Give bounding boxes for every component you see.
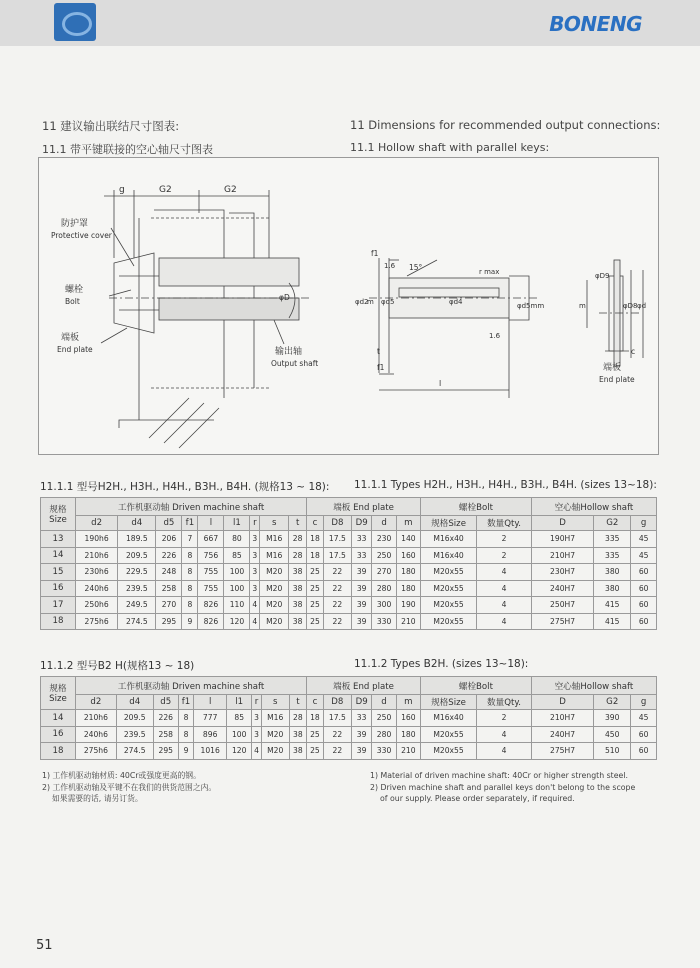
table-cell: 60 bbox=[631, 613, 657, 630]
table-cell: 230 bbox=[372, 531, 396, 548]
table-cell: 100 bbox=[224, 580, 250, 597]
technical-drawing bbox=[38, 157, 659, 455]
plate2-label-cn: 端板 bbox=[603, 363, 622, 373]
table-cell: 8 bbox=[182, 597, 198, 614]
table-cell: 4 bbox=[477, 726, 532, 743]
table-row bbox=[41, 597, 657, 614]
table-cell: 3 bbox=[252, 710, 261, 727]
table-cell: M20x55 bbox=[420, 726, 476, 743]
table-cell: 100 bbox=[227, 726, 252, 743]
table-cell: 60 bbox=[631, 743, 657, 760]
hollow-shaft-header: 空心轴Hollow shaft bbox=[531, 677, 656, 695]
dim-t: t bbox=[377, 347, 380, 356]
table-cell: 295 bbox=[156, 613, 182, 630]
table-cell: 826 bbox=[198, 613, 224, 630]
dim-d9: φD9 bbox=[595, 272, 610, 280]
table-cell: 510 bbox=[594, 743, 631, 760]
column-header: d bbox=[372, 695, 396, 710]
driven-shaft-header: 工作机驱动轴 Driven machine shaft bbox=[76, 677, 307, 695]
table-cell: 60 bbox=[631, 597, 657, 614]
table-cell: 4 bbox=[477, 580, 532, 597]
table-cell: 39 bbox=[351, 597, 372, 614]
table-cell: 7 bbox=[182, 531, 198, 548]
subsection-title-cn: 11.1 带平键联接的空心轴尺寸图表 bbox=[42, 143, 213, 156]
table-cell: 25 bbox=[307, 613, 324, 630]
table-cell: 25 bbox=[307, 564, 324, 581]
column-header: t bbox=[289, 516, 307, 531]
table-cell: M20 bbox=[260, 564, 289, 581]
table-cell: 17.5 bbox=[323, 531, 351, 548]
dimension-table-1 bbox=[40, 497, 657, 630]
table-cell: 180 bbox=[396, 564, 420, 581]
table-cell: 60 bbox=[631, 564, 657, 581]
gearbox-product-icon bbox=[54, 3, 96, 41]
output-label-cn: 输出轴 bbox=[275, 347, 303, 357]
table-cell: 28 bbox=[289, 531, 307, 548]
column-header: d2 bbox=[76, 516, 118, 531]
table-cell: 274.5 bbox=[118, 613, 156, 630]
column-header: D8 bbox=[323, 516, 351, 531]
table-cell: 280 bbox=[372, 580, 396, 597]
table-cell: 140 bbox=[396, 531, 420, 548]
table-row bbox=[41, 710, 657, 727]
column-header: D9 bbox=[351, 516, 372, 531]
table-cell: 4 bbox=[477, 743, 532, 760]
table-cell: 275h6 bbox=[76, 613, 118, 630]
table-cell: 258 bbox=[156, 580, 182, 597]
table-cell: 190h6 bbox=[76, 531, 118, 548]
table-cell: 22 bbox=[323, 597, 351, 614]
dim-d5: φd5 bbox=[381, 298, 395, 306]
column-header: s bbox=[260, 516, 289, 531]
dim-c: c bbox=[631, 347, 636, 356]
table-cell: 9 bbox=[178, 743, 193, 760]
table-cell: 33 bbox=[351, 547, 372, 564]
dim-phi-d: φD bbox=[279, 293, 290, 302]
hollow-shaft-header: 空心轴Hollow shaft bbox=[531, 498, 656, 516]
table-cell: 210 bbox=[396, 743, 420, 760]
column-header: s bbox=[261, 695, 289, 710]
table-cell: 270 bbox=[372, 564, 396, 581]
size-cell: 14 bbox=[41, 547, 76, 564]
driven-shaft-header: 工作机驱动轴 Driven machine shaft bbox=[76, 498, 307, 516]
table-cell: 239.5 bbox=[116, 726, 153, 743]
table-cell: M16 bbox=[261, 710, 289, 727]
table-cell: 240H7 bbox=[531, 580, 593, 597]
dim-g2-left: G2 bbox=[159, 185, 172, 195]
column-header: d bbox=[372, 516, 396, 531]
table-cell: M20 bbox=[261, 726, 289, 743]
dim-g: g bbox=[119, 185, 125, 195]
plate-label-en: End plate bbox=[57, 345, 93, 354]
table-cell: 667 bbox=[198, 531, 224, 548]
table-cell: 8 bbox=[182, 547, 198, 564]
table-cell: 390 bbox=[594, 710, 631, 727]
table2-caption-cn: 11.1.2 型号B2 H(规格13 ~ 18) bbox=[40, 660, 195, 672]
column-header: c bbox=[307, 516, 324, 531]
size-header: 规格 Size bbox=[41, 677, 76, 710]
hollow-shaft-drawing bbox=[39, 158, 658, 454]
column-header: r bbox=[252, 695, 261, 710]
table-cell: 4 bbox=[250, 613, 260, 630]
column-header: G2 bbox=[594, 695, 631, 710]
column-header: t bbox=[289, 695, 306, 710]
table-cell: 2 bbox=[477, 547, 532, 564]
end-plate-header: 端板 End plate bbox=[307, 677, 421, 695]
table-cell: 33 bbox=[351, 531, 372, 548]
section-title-cn: 11 建议输出联结尺寸图表: bbox=[42, 119, 180, 133]
table-cell: 380 bbox=[594, 580, 631, 597]
table-cell: M20 bbox=[260, 597, 289, 614]
table-cell: 210 bbox=[396, 613, 420, 630]
table-cell: 17.5 bbox=[323, 710, 351, 727]
table-cell: 45 bbox=[631, 710, 657, 727]
note-cn-3: 如果需要的话, 请另订货。 bbox=[52, 794, 143, 803]
table-cell: 22 bbox=[323, 613, 351, 630]
dim-g2-right: G2 bbox=[224, 185, 237, 195]
table-cell: 2 bbox=[477, 710, 532, 727]
dim-m-left: m bbox=[367, 298, 374, 306]
size-header: 规格 Size bbox=[41, 498, 76, 531]
table-cell: 39 bbox=[351, 743, 372, 760]
table-row bbox=[41, 580, 657, 597]
table-cell: 240h6 bbox=[76, 580, 118, 597]
table-cell: 826 bbox=[198, 597, 224, 614]
table-cell: 2 bbox=[477, 531, 532, 548]
note-en-3: of our supply. Please order separately, if required. bbox=[380, 794, 575, 803]
table-cell: 1016 bbox=[194, 743, 227, 760]
column-header: l1 bbox=[224, 516, 250, 531]
table-cell: 3 bbox=[250, 547, 260, 564]
table-cell: M20x55 bbox=[420, 743, 476, 760]
size-cell: 15 bbox=[41, 564, 76, 581]
note-en-2: 2) Driven machine shaft and parallel keys don't belong to the scope bbox=[370, 782, 636, 792]
column-header: D8 bbox=[323, 695, 351, 710]
column-header: d5 bbox=[156, 516, 182, 531]
table-cell: 230h6 bbox=[76, 564, 118, 581]
dimension-table-2 bbox=[40, 676, 657, 760]
page-number: 51 bbox=[36, 938, 53, 953]
table-row bbox=[41, 547, 657, 564]
cover-label-cn: 防护罩 bbox=[61, 219, 89, 229]
table-cell: 275h6 bbox=[76, 743, 117, 760]
size-cell: 16 bbox=[41, 726, 76, 743]
table-cell: 230H7 bbox=[531, 564, 593, 581]
column-header: d5 bbox=[153, 695, 178, 710]
dim-d5mm: φd5mm bbox=[517, 302, 545, 310]
table-cell: 17.5 bbox=[323, 547, 351, 564]
table-row bbox=[41, 726, 657, 743]
table-cell: 160 bbox=[396, 547, 420, 564]
table-cell: 180 bbox=[396, 580, 420, 597]
table-cell: 756 bbox=[198, 547, 224, 564]
table-cell: 274.5 bbox=[116, 743, 153, 760]
table-cell: 110 bbox=[224, 597, 250, 614]
note-en-1: 1) Material of driven machine shaft: 40Cr or higher strength steel. bbox=[370, 771, 628, 780]
table-cell: 210h6 bbox=[76, 710, 117, 727]
column-header: D bbox=[531, 516, 593, 531]
table-cell: 22 bbox=[323, 580, 351, 597]
table-cell: 415 bbox=[594, 597, 631, 614]
table-cell: 206 bbox=[156, 531, 182, 548]
column-header: d4 bbox=[116, 695, 153, 710]
table-cell: 258 bbox=[153, 726, 178, 743]
size-cell: 16 bbox=[41, 580, 76, 597]
table-cell: 8 bbox=[182, 580, 198, 597]
table-cell: 209.5 bbox=[118, 547, 156, 564]
table-row bbox=[41, 613, 657, 630]
table-cell: 18 bbox=[307, 710, 324, 727]
table-cell: M20x55 bbox=[421, 613, 477, 630]
column-header: l bbox=[198, 516, 224, 531]
column-header: D bbox=[531, 695, 593, 710]
table-cell: 38 bbox=[289, 613, 307, 630]
size-cell: 18 bbox=[41, 613, 76, 630]
table-cell: M20 bbox=[260, 613, 289, 630]
bolt-header: 螺栓Bolt bbox=[421, 498, 532, 516]
note-cn-1: 1) 工作机驱动轴材质: 40Cr或强度更高的钢。 bbox=[42, 771, 201, 780]
column-header: 数量Qty. bbox=[477, 695, 532, 710]
table-cell: 380 bbox=[594, 564, 631, 581]
table-cell: M16x40 bbox=[421, 531, 477, 548]
table-cell: 38 bbox=[289, 597, 307, 614]
table-cell: 335 bbox=[594, 531, 631, 548]
column-header: r bbox=[250, 516, 260, 531]
table-cell: 248 bbox=[156, 564, 182, 581]
table-cell: M16x40 bbox=[420, 710, 476, 727]
table-cell: 210H7 bbox=[531, 710, 593, 727]
table-cell: 25 bbox=[307, 743, 324, 760]
table-cell: 295 bbox=[153, 743, 178, 760]
plate-label-cn: 端板 bbox=[61, 333, 80, 343]
table-cell: 45 bbox=[631, 547, 657, 564]
table-cell: 777 bbox=[194, 710, 227, 727]
column-header: f1 bbox=[178, 695, 193, 710]
table2-caption-en: 11.1.2 Types B2H. (sizes 13~18): bbox=[354, 658, 529, 670]
table-cell: M20x55 bbox=[421, 597, 477, 614]
table-cell: 249.5 bbox=[118, 597, 156, 614]
table-cell: 210h6 bbox=[76, 547, 118, 564]
dim-d: φd bbox=[637, 302, 647, 310]
table-cell: 33 bbox=[351, 710, 372, 727]
note-cn-2: 2) 工作机驱动轴及平键不在我们的供货范围之内。 bbox=[42, 782, 217, 792]
table-cell: 330 bbox=[372, 743, 396, 760]
table-cell: 275H7 bbox=[531, 743, 593, 760]
table-cell: 226 bbox=[156, 547, 182, 564]
notes-cn bbox=[42, 770, 216, 805]
table-cell: 240H7 bbox=[531, 726, 593, 743]
size-cell: 13 bbox=[41, 531, 76, 548]
column-header: m bbox=[396, 695, 420, 710]
column-header: l bbox=[194, 695, 227, 710]
notes-en bbox=[370, 770, 635, 805]
dim-angle: 15° bbox=[409, 263, 423, 272]
dim-rmax: r max bbox=[479, 268, 500, 276]
table-cell: 25 bbox=[307, 726, 324, 743]
column-header: 数量Qty. bbox=[477, 516, 532, 531]
table-cell: 330 bbox=[372, 613, 396, 630]
column-header: 规格Size bbox=[420, 695, 476, 710]
table-cell: 22 bbox=[323, 726, 351, 743]
bolt-label-cn: 螺栓 bbox=[65, 285, 84, 295]
table-cell: 250 bbox=[372, 547, 396, 564]
table-cell: 25 bbox=[307, 597, 324, 614]
table-row bbox=[41, 564, 657, 581]
size-cell: 18 bbox=[41, 743, 76, 760]
table-cell: 39 bbox=[351, 580, 372, 597]
column-header: d2 bbox=[76, 695, 117, 710]
table-cell: M16 bbox=[260, 547, 289, 564]
column-header: c bbox=[307, 695, 324, 710]
table-cell: 38 bbox=[289, 726, 306, 743]
table-cell: 190 bbox=[396, 597, 420, 614]
table-cell: 229.5 bbox=[118, 564, 156, 581]
table-cell: 415 bbox=[594, 613, 631, 630]
column-header: m bbox=[396, 516, 420, 531]
table-cell: 190H7 bbox=[531, 531, 593, 548]
table-cell: 45 bbox=[631, 531, 657, 548]
table-cell: 210H7 bbox=[531, 547, 593, 564]
cover-label-en: Protective cover bbox=[51, 231, 112, 240]
dim-m-right: m bbox=[579, 302, 586, 310]
table-cell: 120 bbox=[224, 613, 250, 630]
table-cell: 120 bbox=[227, 743, 252, 760]
table-cell: M20 bbox=[260, 580, 289, 597]
dim-d4: φd4 bbox=[449, 298, 463, 306]
table-cell: 4 bbox=[477, 613, 532, 630]
table-cell: 4 bbox=[252, 743, 261, 760]
table-cell: 8 bbox=[178, 726, 193, 743]
table-cell: 335 bbox=[594, 547, 631, 564]
table-cell: 85 bbox=[227, 710, 252, 727]
table-cell: 896 bbox=[194, 726, 227, 743]
column-header-row bbox=[41, 516, 657, 531]
table-cell: 22 bbox=[323, 743, 351, 760]
table1-caption-cn: 11.1.1 型号H2H., H3H., H4H., B3H., B4H. (规格13 ~ 18): bbox=[40, 481, 330, 493]
table-cell: 275H7 bbox=[531, 613, 593, 630]
table-cell: 85 bbox=[224, 547, 250, 564]
table-cell: 28 bbox=[289, 710, 306, 727]
table-cell: 28 bbox=[289, 547, 307, 564]
table-cell: 9 bbox=[182, 613, 198, 630]
table-cell: 8 bbox=[182, 564, 198, 581]
size-cell: 14 bbox=[41, 710, 76, 727]
column-header: f1 bbox=[182, 516, 198, 531]
dim-f1-bottom: f1 bbox=[377, 363, 385, 372]
column-header: g bbox=[631, 695, 657, 710]
table-cell: 38 bbox=[289, 743, 306, 760]
table-cell: 755 bbox=[198, 580, 224, 597]
table-cell: 25 bbox=[307, 580, 324, 597]
table-cell: 100 bbox=[224, 564, 250, 581]
table-cell: 80 bbox=[224, 531, 250, 548]
table-cell: 4 bbox=[250, 597, 260, 614]
dim-d2: φd2 bbox=[355, 298, 369, 306]
column-header: G2 bbox=[594, 516, 631, 531]
table-cell: 239.5 bbox=[118, 580, 156, 597]
table-cell: 3 bbox=[250, 564, 260, 581]
table-cell: 209.5 bbox=[116, 710, 153, 727]
table-cell: 18 bbox=[307, 547, 324, 564]
dim-roughness-top: 1.6 bbox=[384, 262, 396, 270]
table-cell: 226 bbox=[153, 710, 178, 727]
table-cell: 250h6 bbox=[76, 597, 118, 614]
table-cell: 38 bbox=[289, 564, 307, 581]
table-cell: M16x40 bbox=[421, 547, 477, 564]
table-cell: 4 bbox=[477, 564, 532, 581]
end-plate-header: 端板 End plate bbox=[307, 498, 421, 516]
table-cell: 160 bbox=[396, 710, 420, 727]
dim-f1-top: f1 bbox=[371, 249, 379, 258]
table-row bbox=[41, 743, 657, 760]
table-cell: 250 bbox=[372, 710, 396, 727]
table-cell: 3 bbox=[252, 726, 261, 743]
column-header: d4 bbox=[118, 516, 156, 531]
table-cell: 450 bbox=[594, 726, 631, 743]
table-cell: 39 bbox=[351, 726, 372, 743]
column-header-row bbox=[41, 695, 657, 710]
table-cell: M16 bbox=[260, 531, 289, 548]
table-cell: 189.5 bbox=[118, 531, 156, 548]
dim-roughness-bottom: 1.6 bbox=[489, 332, 501, 340]
table-cell: 39 bbox=[351, 564, 372, 581]
table-cell: M20x55 bbox=[421, 580, 477, 597]
column-header: l1 bbox=[227, 695, 252, 710]
section-title-en: 11 Dimensions for recommended output connections: bbox=[350, 118, 661, 132]
bolt-label-en: Bolt bbox=[65, 297, 80, 306]
plate2-label-en: End plate bbox=[599, 375, 635, 384]
table-cell: 3 bbox=[250, 531, 260, 548]
table-cell: 755 bbox=[198, 564, 224, 581]
table-cell: 270 bbox=[156, 597, 182, 614]
table-cell: M20x55 bbox=[421, 564, 477, 581]
table-cell: 39 bbox=[351, 613, 372, 630]
brand-logo: BONENG bbox=[549, 12, 642, 36]
page-header bbox=[0, 0, 700, 46]
column-header: g bbox=[631, 516, 657, 531]
table-cell: 60 bbox=[631, 580, 657, 597]
table1-caption-en: 11.1.1 Types H2H., H3H., H4H., B3H., B4H. (sizes 13~18): bbox=[354, 479, 657, 491]
table-cell: M20 bbox=[261, 743, 289, 760]
table-cell: 280 bbox=[372, 726, 396, 743]
table-cell: 3 bbox=[250, 580, 260, 597]
table-row bbox=[41, 531, 657, 548]
bolt-header: 螺栓Bolt bbox=[420, 677, 531, 695]
table-cell: 300 bbox=[372, 597, 396, 614]
table-cell: 250H7 bbox=[531, 597, 593, 614]
dim-d8: φD8 bbox=[623, 302, 638, 310]
size-cell: 17 bbox=[41, 597, 76, 614]
dim-l: l bbox=[439, 379, 442, 388]
table-cell: 240h6 bbox=[76, 726, 117, 743]
table-cell: 38 bbox=[289, 580, 307, 597]
subsection-title-en: 11.1 Hollow shaft with parallel keys: bbox=[350, 141, 550, 154]
column-header: D9 bbox=[351, 695, 372, 710]
table-cell: 4 bbox=[477, 597, 532, 614]
table-cell: 180 bbox=[396, 726, 420, 743]
table-cell: 18 bbox=[307, 531, 324, 548]
table-cell: 60 bbox=[631, 726, 657, 743]
table-cell: 22 bbox=[323, 564, 351, 581]
column-header: 规格Size bbox=[421, 516, 477, 531]
output-label-en: Output shaft bbox=[271, 359, 319, 368]
table-cell: 8 bbox=[178, 710, 193, 727]
